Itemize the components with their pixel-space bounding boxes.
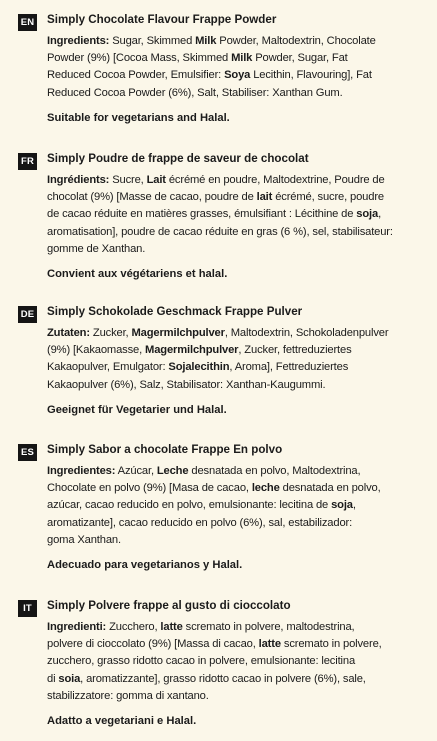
ingredient-text-run: , [352,499,356,512]
section-content [47,442,433,573]
allergen-emphasis: Zutaten: [47,327,90,339]
ingredient-text-run: , [378,208,382,221]
ingredient-text-run: scremato in polvere, maltodestrina, [182,621,355,633]
ingredient-text-run: Zucker, [89,327,132,339]
ingredients-text-en [47,33,433,102]
ingredient-text-run: gomme de Xanthan. [47,242,146,255]
language-badge-es: ES [18,444,37,461]
ingredient-text-run: azúcar, cacao reducido en polvo, emulsionante: lecitina de [47,499,332,512]
ingredients-text-es [47,463,433,549]
ingredient-text-run: aromatizante], cacao reducido en polvo (6%), sal, estabilizador: [47,516,353,529]
ingredient-text-run: Lecithin, Flavouring], Fat [250,69,372,82]
section-content [47,304,433,418]
ingredient-text-run: polvere di cioccolato (9%) [Massa di cacao, [47,638,259,651]
ingredient-text-run: Zucchero, [106,621,161,633]
allergen-emphasis: Magermilchpulver [145,344,239,357]
language-badge-fr: FR [18,153,37,170]
allergen-emphasis: Leche [156,465,189,477]
ingredients-text-fr [47,172,433,258]
ingredient-text-run: , Zucker, fettreduziertes [238,344,352,357]
allergen-emphasis: leche [251,482,280,495]
ingredient-text-run: Reduced Cocoa Powder, Emulsifier: [47,69,225,82]
ingredient-text-run: scremato in polvere, [280,638,382,651]
suitability-note-es: Adecuado para vegetarianos y Halal. [47,559,243,572]
ingredient-text-run: Chocolate en polvo (9%) [Masa de cacao, [47,482,252,495]
allergen-emphasis: lait [256,191,273,204]
suitability-note-it: Adatto a vegetariani e Halal. [47,715,197,728]
language-badge-de: DE [18,306,37,323]
ingredient-text-run: Azúcar, [115,465,157,477]
allergen-emphasis: Ingrédients: [47,174,110,186]
ingredient-text-run: Powder (9%) [Cocoa Mass, Skimmed [47,52,232,65]
suitability-note-fr: Convient aux végétariens et halal. [47,268,228,281]
ingredient-text-run: aromatisation], poudre de cacao réduite en gras (6 %), sel, stabilisateur: [47,225,393,238]
ingredient-text-run: desnatada en polvo, [279,482,381,495]
product-title-fr: Simply Poudre de frappe de saveur de chocolat [47,152,309,165]
language-badge-it: IT [18,600,37,617]
ingredient-text-run: Kakaopulver, Emulgator: [47,361,169,374]
ingredient-text-run: Reduced Cocoa Powder (6%), Salt, Stabiliser: Xanthan Gum. [47,86,343,99]
allergen-emphasis: latte [160,621,183,633]
section-content [47,598,433,729]
allergen-emphasis: Ingredienti: [47,621,107,633]
allergen-emphasis: Lait [146,174,166,186]
ingredients-text-it [47,619,433,705]
allergen-emphasis: Ingredients: [47,35,110,47]
ingredient-text-run: chocolat (9%) [Masse de cacao, poudre de [47,191,257,204]
product-title-en: Simply Chocolate Flavour Frappe Powder [47,13,277,26]
ingredient-text-run: stabilizzatore: gomma di xantano. [47,689,209,702]
ingredient-text-run: Powder, Maltodextrin, Chocolate [216,35,376,47]
ingredient-text-run: desnatada en polvo, Maltodextrina, [188,465,361,477]
allergen-emphasis: Milk [195,35,217,47]
allergen-emphasis: latte [258,638,281,651]
ingredient-text-run: Kakaopulver (6%), Salz, Stabilisator: Xanthan-Kaugummi. [47,378,326,391]
allergen-emphasis: Sojalecithin [168,361,230,374]
allergen-emphasis: soia [58,672,81,685]
ingredient-text-run: di [47,672,59,685]
suitability-note-en: Suitable for vegetarians and Halal. [47,111,230,124]
allergen-emphasis: soja [356,208,379,221]
allergen-emphasis: Magermilchpulver [131,327,225,339]
ingredient-text-run: de cacao réduite en matières grasses, émulsifiant : Lécithine de [47,208,357,221]
ingredient-text-run: Sugar, Skimmed [109,35,196,47]
product-title-es: Simply Sabor a chocolate Frappe En polvo [47,443,283,456]
ingredient-text-run: Powder, Sugar, Fat [252,52,348,65]
allergen-emphasis: Soya [224,69,251,82]
allergen-emphasis: Ingredientes: [47,465,116,477]
product-title-de: Simply Schokolade Geschmack Frappe Pulver [47,305,303,318]
suitability-note-de: Geeignet für Vegetarier und Halal. [47,403,227,416]
ingredient-text-run: Sucre, [109,174,147,186]
ingredient-text-run: , aromatizzante], grasso ridotto cacao in polvere (6%), sale, [80,672,366,685]
product-title-it: Simply Polvere frappe al gusto di cioccolato [47,599,291,612]
allergen-emphasis: Milk [231,52,253,65]
ingredient-text-run: (9%) [Kakaomasse, [47,344,146,357]
ingredient-text-run: écrémé en poudre, Maltodextrine, Poudre de [165,174,385,186]
language-badge-en: EN [18,14,37,31]
section-content [47,151,433,282]
ingredient-text-run: goma Xanthan. [47,533,121,546]
ingredient-text-run: écrémé, sucre, poudre [272,191,384,204]
ingredient-text-run: , Maltodextrin, Schokoladenpulver [224,327,389,339]
ingredients-text-de [47,325,433,394]
section-content [47,12,433,126]
ingredient-text-run: , Aroma], Fettreduziertes [229,361,349,374]
allergen-emphasis: soja [331,499,353,512]
ingredient-text-run: zucchero, grasso ridotto cacao in polvere, emulsionante: lecitina [47,655,356,668]
